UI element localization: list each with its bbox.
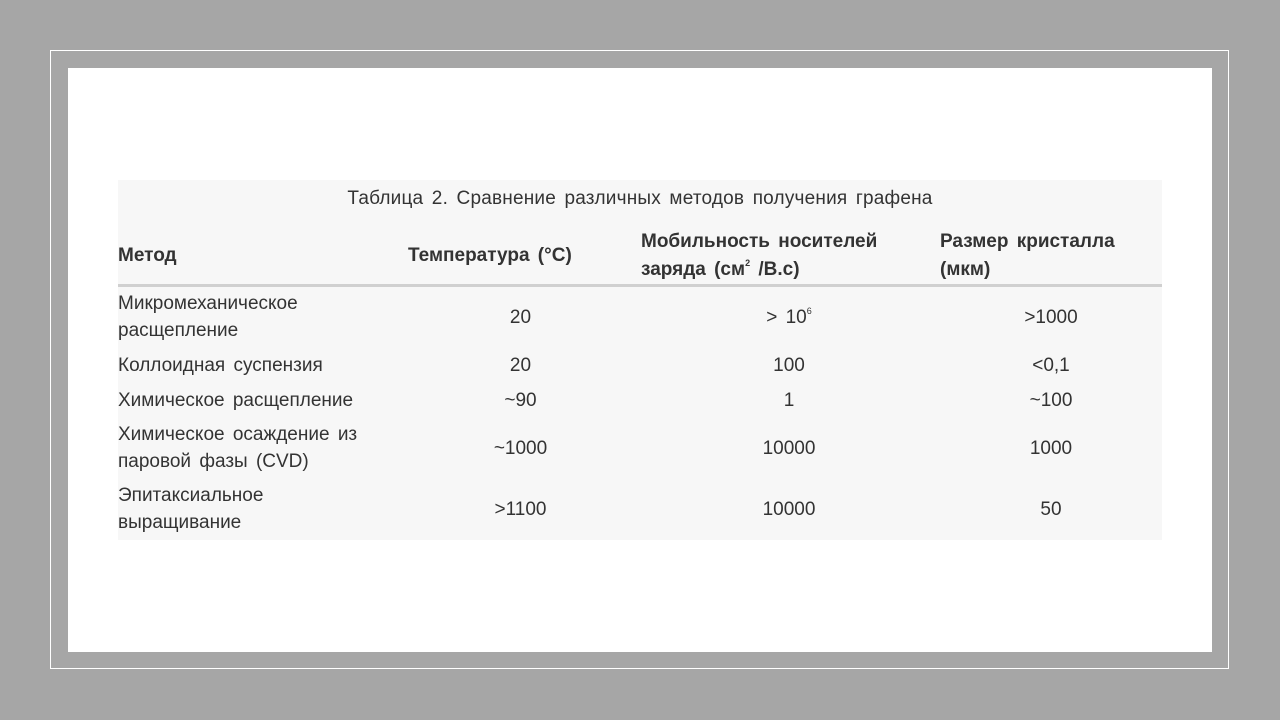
row5-size: 50 [1040,499,1062,520]
slide [68,68,1212,652]
header-size-line1: Размер кристалла [940,231,1115,252]
row2-method: Коллоидная суспензия [118,355,323,376]
header-divider [118,284,1162,287]
header-mobility [641,228,877,284]
row4-size: 1000 [1029,438,1073,459]
row4-mobility: 10000 [762,438,816,459]
header-crystal-size [940,228,1115,284]
row3-size: ~100 [1029,390,1073,411]
row5-mobility: 10000 [762,499,816,520]
row4-method: Химическое осаждение из паровой фазы (CVD) [118,424,358,472]
row2-mobility: 100 [773,355,805,376]
row3-temperature: ~90 [504,390,537,411]
row1-size: >1000 [1024,307,1078,328]
row5-temperature: >1100 [494,499,547,520]
row2-size: <0,1 [1032,355,1070,376]
row5-method: Эпитаксиальное выращивание [118,485,264,533]
header-mobility-line2: заряда ($см^2$ /В.с) [641,258,800,280]
row1-method: Микромеханическое расщепление [118,293,298,341]
graphene-methods-table [118,180,1162,540]
row3-mobility: 1 [783,390,795,411]
table-caption: Таблица 2. Сравнение различных методов получения графена [347,188,933,209]
row1-mobility: > $10^6$ [766,306,812,328]
header-temperature: Температура (°C) [408,245,572,266]
row1-temperature: 20 [509,307,532,328]
row2-temperature: 20 [509,355,532,376]
header-method: Метод [118,245,177,266]
row3-method: Химическое расщепление [118,390,354,411]
header-size-line2: (мкм) [940,259,991,280]
header-mobility-line1: Мобильность носителей [641,231,878,252]
row4-temperature: ~1000 [493,438,548,459]
